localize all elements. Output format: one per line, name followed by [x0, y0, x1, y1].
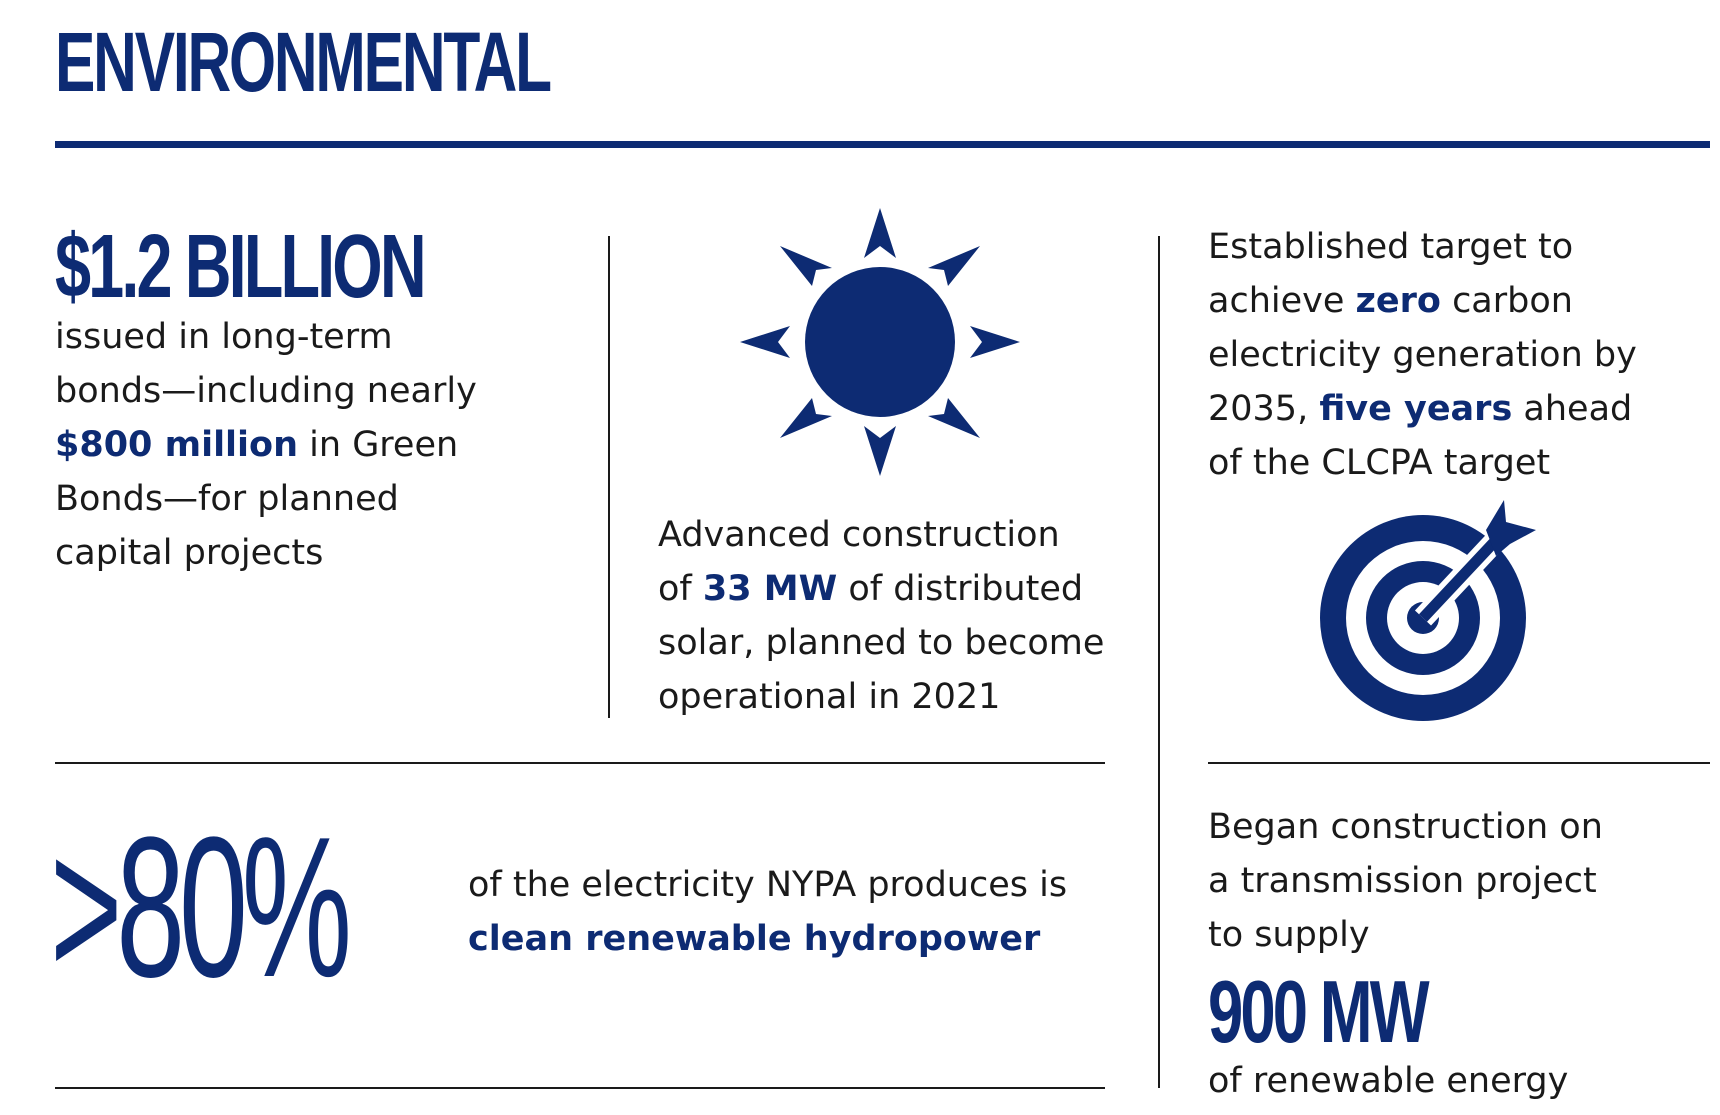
- solar-line-4: operational in 2021: [658, 677, 1001, 717]
- transmission-line-2: a transmission project: [1208, 861, 1597, 901]
- transmission-line-3: to supply: [1208, 915, 1370, 955]
- solar-line-3: solar, planned to become: [658, 623, 1105, 663]
- bonds-description: [55, 310, 575, 580]
- five-years-highlight: five years: [1319, 389, 1513, 429]
- column-divider-right: [1158, 236, 1160, 1088]
- bonds-line-2: bonds—including nearly: [55, 371, 477, 411]
- zero-highlight: zero: [1355, 281, 1441, 321]
- transmission-line-4: of renewable energy: [1208, 1061, 1569, 1101]
- transmission-figure: 900 MW: [1208, 962, 1427, 1061]
- green-bonds-highlight: $800 million: [55, 425, 299, 465]
- solar-line-2: of 33 MW of distributed: [658, 569, 1084, 609]
- sun-icon: [740, 206, 1020, 476]
- transmission-line-1: Began construction on: [1208, 807, 1603, 847]
- solar-mw-highlight: 33 MW: [702, 569, 838, 609]
- carbon-description: [1208, 220, 1688, 490]
- title-divider: [55, 141, 1710, 148]
- carbon-line-4: 2035, five years ahead: [1208, 389, 1633, 429]
- row-divider-right: [1208, 762, 1710, 764]
- carbon-line-2: achieve zero carbon: [1208, 281, 1573, 321]
- row-divider-left-bottom: [55, 1087, 1105, 1089]
- carbon-line-5: of the CLCPA target: [1208, 443, 1551, 483]
- bonds-figure: $1.2 BILLION: [55, 217, 424, 317]
- transmission-footer: [1208, 1054, 1688, 1108]
- hydro-line-1: of the electricity NYPA produces is: [468, 865, 1068, 905]
- hydro-description: [468, 858, 1108, 966]
- hydro-line-2: clean renewable hydropower: [468, 919, 1041, 959]
- column-divider-left: [608, 236, 610, 718]
- bonds-line-3: $800 million in Green: [55, 425, 459, 465]
- solar-line-1: Advanced construction: [658, 515, 1060, 555]
- page-title: ENVIRONMENTAL: [55, 15, 550, 109]
- solar-description: [658, 508, 1138, 724]
- transmission-description: [1208, 800, 1688, 962]
- bonds-line-4: Bonds—for planned: [55, 479, 399, 519]
- bonds-line-5: capital projects: [55, 533, 324, 573]
- carbon-line-1: Established target to: [1208, 227, 1574, 267]
- row-divider-left-top: [55, 762, 1105, 764]
- target-icon: [1318, 500, 1538, 725]
- hydro-figure: >80%: [50, 796, 346, 1019]
- carbon-line-3: electricity generation by: [1208, 335, 1637, 375]
- bonds-line-1: issued in long-term: [55, 317, 393, 357]
